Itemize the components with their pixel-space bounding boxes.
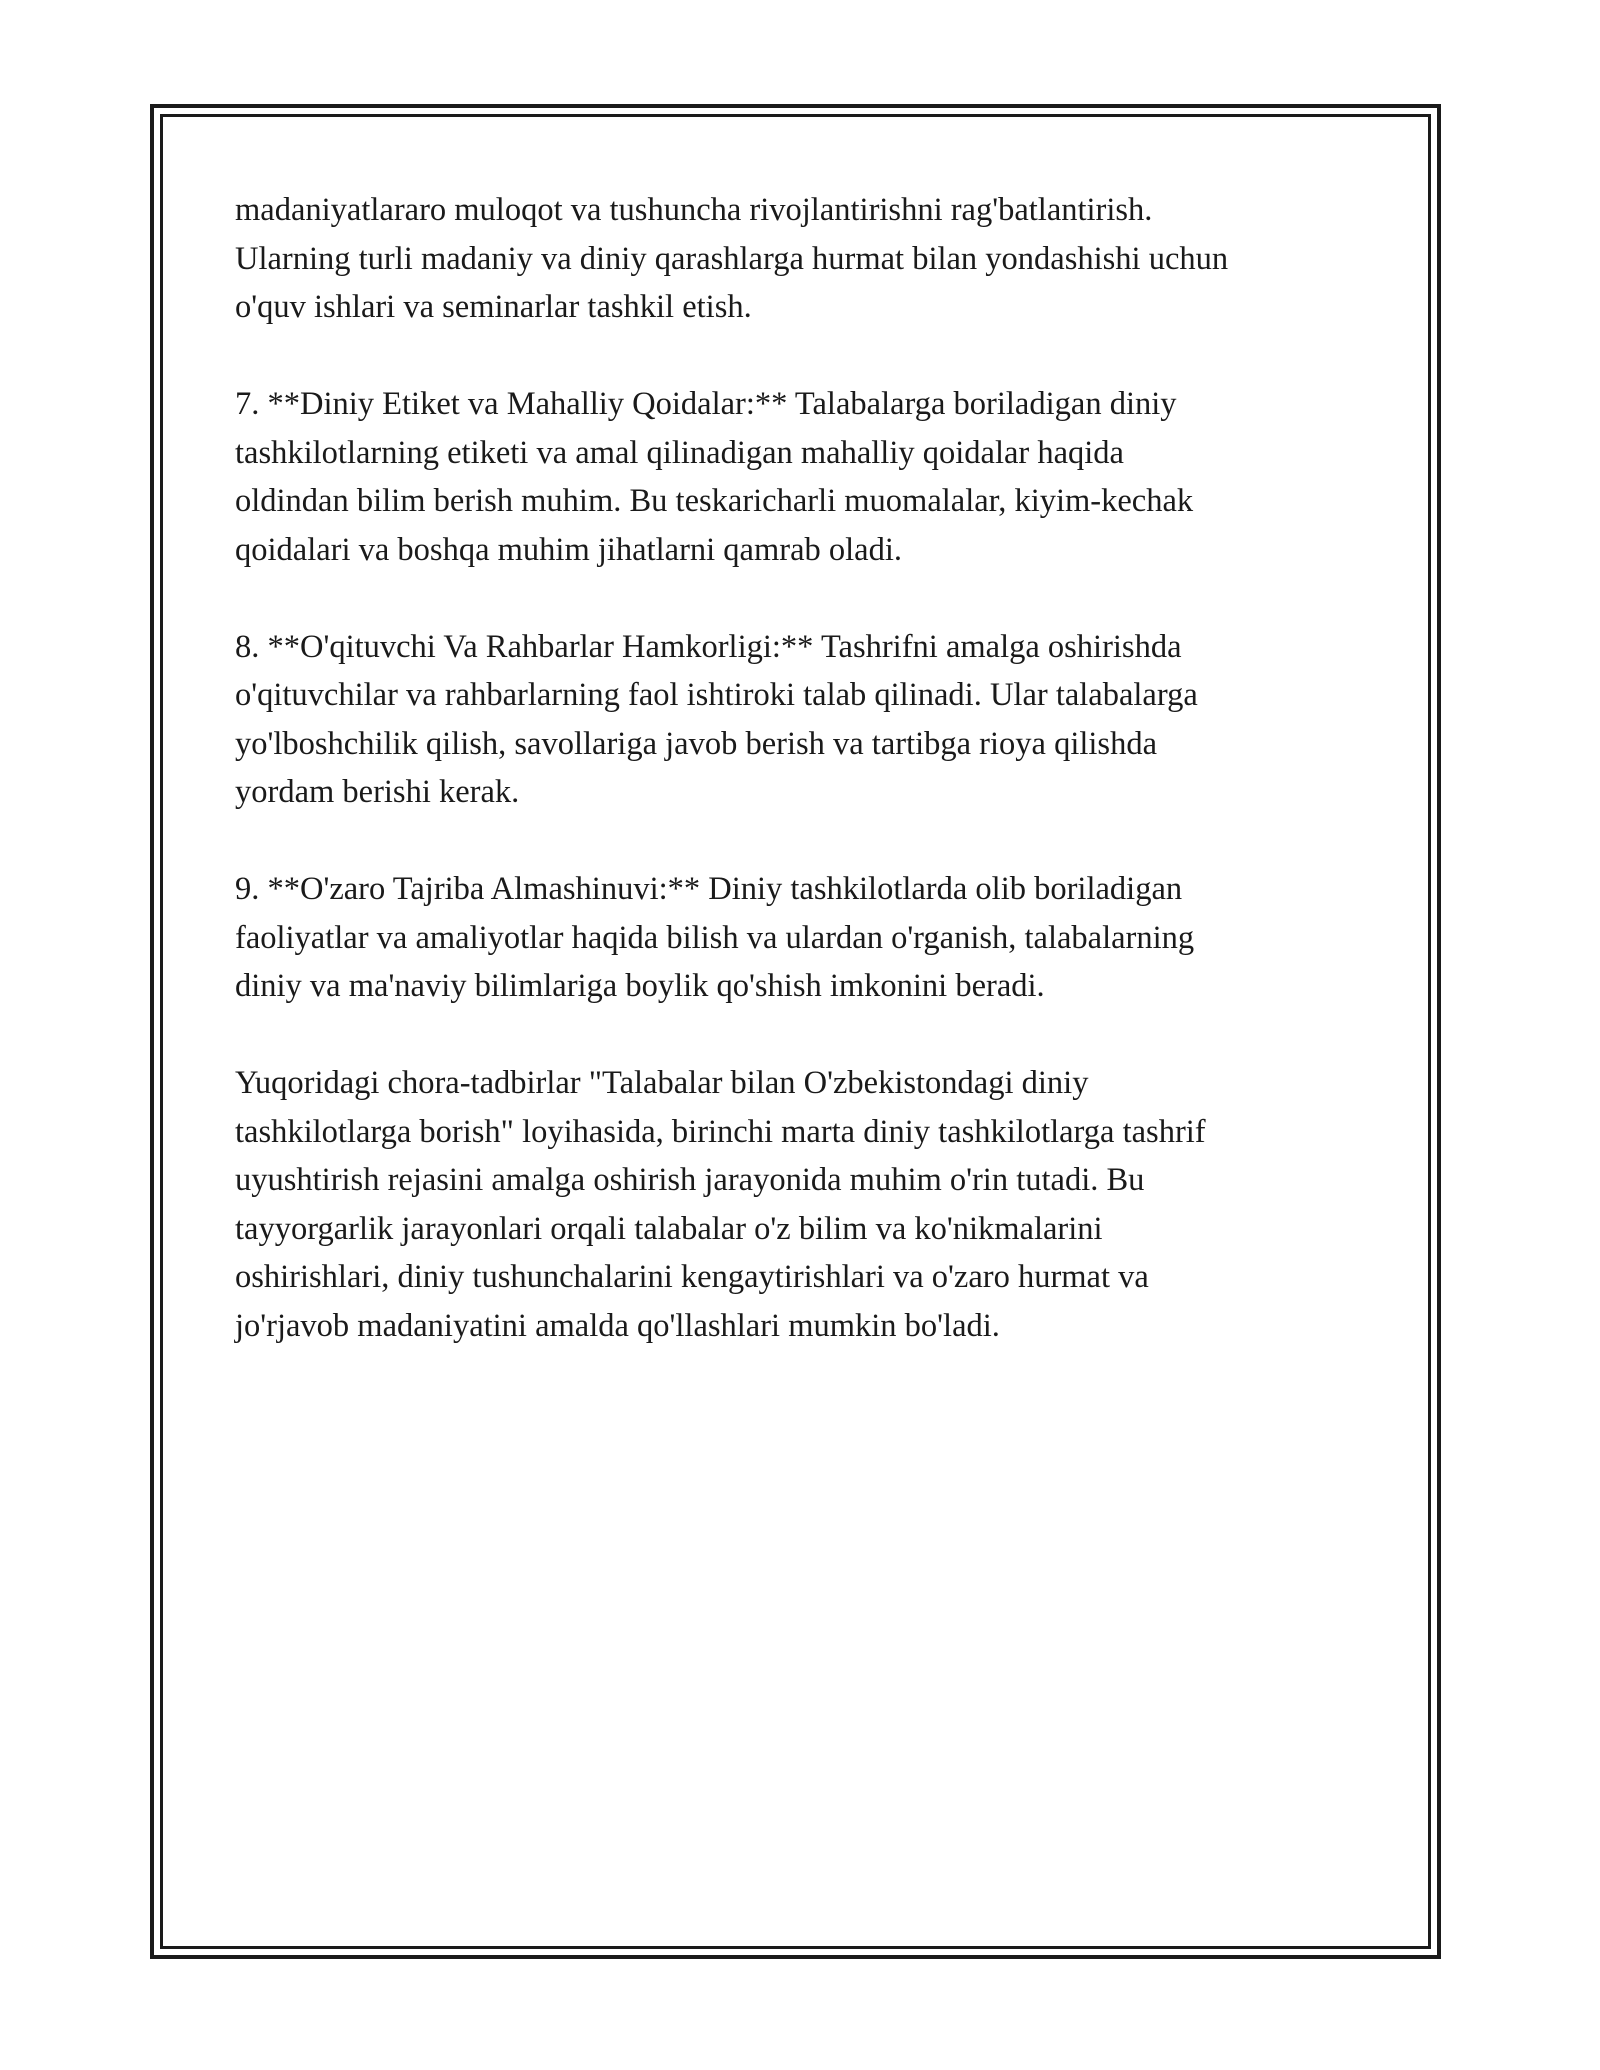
text-line: tashkilotlarning etiketi va amal qilinadigan mahalliy qoidalar haqida (235, 434, 1124, 471)
text-line: 7. **Diniy Etiket va Mahalliy Qoidalar:** Talabalarga boriladigan diniy (235, 386, 1177, 422)
text-line: o'qituvchilar va rahbarlarning faol ishtiroki talab qilinadi. Ular talabalarga (235, 677, 1198, 713)
text-line: madaniyatlararo muloqot va tushuncha rivojlantirishni rag'batlantirish. (235, 192, 1153, 228)
text-line: faoliyatlar va amaliyotlar haqida bilish va ulardan o'rganish, talabalarning (235, 919, 1195, 956)
text-line: qoidalari va boshqa muhim jihatlarni qamrab oladi. (235, 531, 902, 568)
paragraph-item-7 (235, 380, 1395, 574)
text-line: tayyorgarlik jarayonlari orqali talabalar o'z bilim va ko'nikmalarini (235, 1210, 1103, 1247)
text-line: yordam berishi kerak. (235, 774, 520, 810)
text-line: Ularning turli madaniy va diniy qarashlarga hurmat bilan yondashishi uchun (235, 240, 1229, 277)
text-line: oshirishlari, diniy tushunchalarini kengaytirishlari va o'zaro hurmat va (235, 1259, 1149, 1295)
text-line: diniy va ma'naviy bilimlariga boylik qo'shish imkonini beradi. (235, 968, 1045, 1004)
text-line: oldindan bilim berish muhim. Bu teskaricharli muomalalar, kiyim-kechak (235, 483, 1194, 519)
text-line: o'quv ishlari va seminarlar tashkil etish. (235, 289, 752, 325)
text-line: yo'lboshchilik qilish, savollariga javob berish va tartibga rioya qilishda (235, 725, 1157, 762)
text-line: tashkilotlarga borish" loyihasida, birinchi marta diniy tashkilotlarga tashrif (235, 1113, 1206, 1150)
paragraph-conclusion (235, 1059, 1395, 1350)
text-line: jo'rjavob madaniyatini amalda qo'llashlari mumkin bo'ladi. (235, 1307, 1000, 1344)
text-line: 9. **O'zaro Tajriba Almashinuvi:** Diniy tashkilotlarda olib boriladigan (235, 871, 1183, 907)
text-line: uyushtirish rejasini amalga oshirish jarayonida muhim o'rin tutadi. Bu (235, 1162, 1145, 1198)
text-line: 8. **O'qituvchi Va Rahbarlar Hamkorligi:** Tashrifni amalga oshirishda (235, 628, 1182, 665)
paragraph-item-9 (235, 865, 1395, 1011)
paragraph-continuation (235, 186, 1395, 332)
document-body (235, 186, 1395, 1399)
text-line: Yuqoridagi chora-tadbirlar "Talabalar bilan O'zbekistondagi diniy (235, 1065, 1089, 1101)
paragraph-item-8 (235, 623, 1395, 817)
